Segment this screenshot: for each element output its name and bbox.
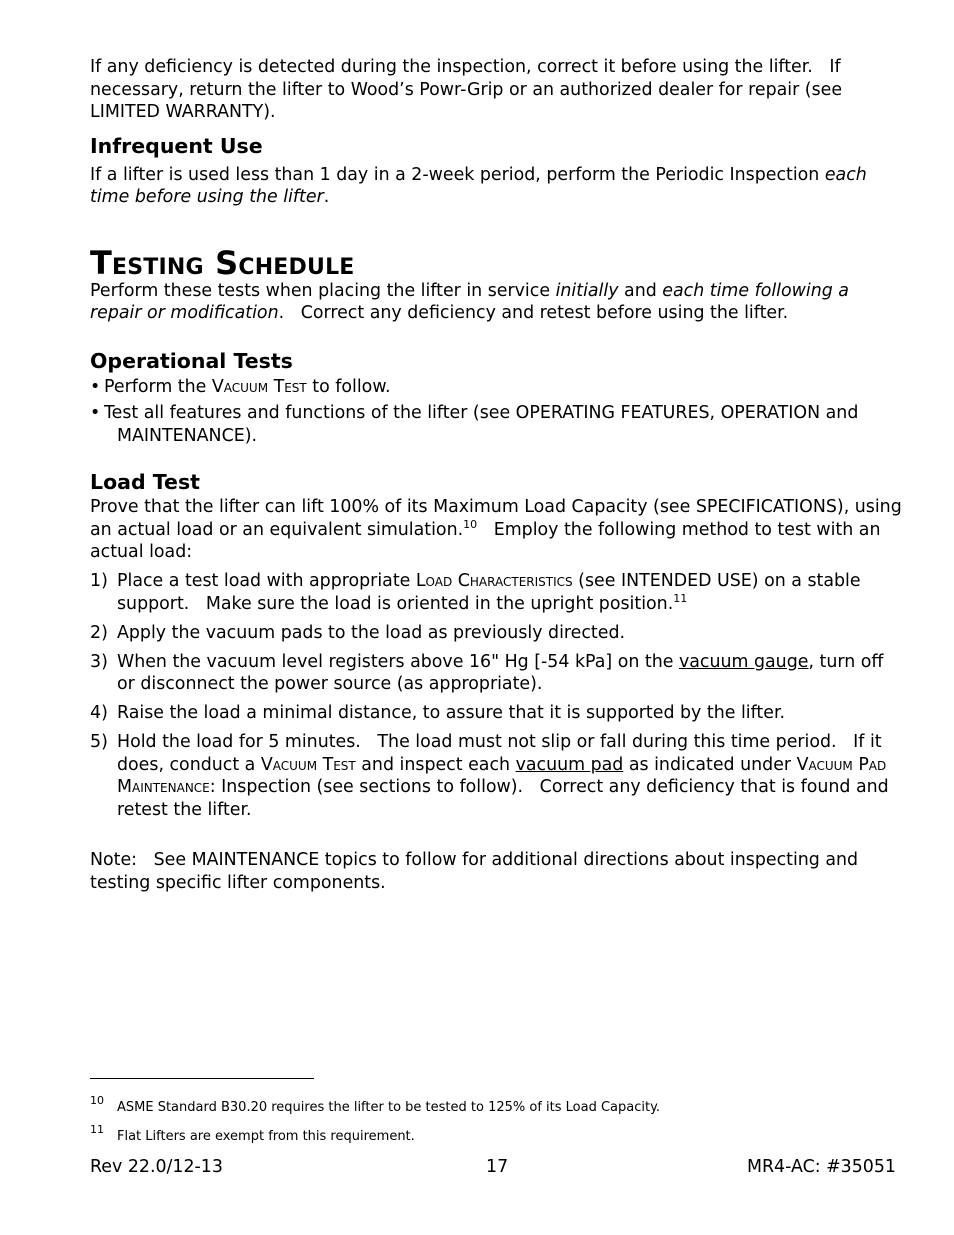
infrequent-use-heading: Infrequent Use [90, 133, 263, 158]
footnote-number: 11 [90, 1123, 104, 1136]
testing-schedule-paragraph [90, 280, 905, 325]
step-2-text: Apply the vacuum pads to the load as previously directed. [117, 622, 626, 643]
operational-tests-heading: Operational Tests [90, 348, 293, 373]
vacuum-pad-ref: vacuum pad [515, 754, 624, 775]
testing-schedule-emphasis-1: initially [555, 280, 619, 301]
operational-bullet-2 [90, 402, 905, 447]
step-3-text-b: , turn off or disconnect the power source (as appropriate). [117, 651, 884, 694]
step-5-text-d: : Inspection (see sections to follow). Correct any deficiency that is found and retest the lifter. [117, 777, 895, 820]
step-number: 2) [90, 622, 108, 643]
footnote-10 [90, 1094, 661, 1116]
footer-revision: Rev 22.0/12-13 [90, 1157, 223, 1177]
footnote-separator [90, 1078, 314, 1079]
operational-bullet-1 [90, 376, 905, 399]
page-number: 17 [486, 1157, 509, 1177]
footer-model: MR4-AC: #35051 [746, 1157, 896, 1177]
step-1-text [117, 571, 866, 614]
step-5-text-c: as indicated under [623, 754, 797, 775]
vacuum-test-ref: Vacuum Test [260, 754, 356, 775]
load-characteristics-ref: Load Characteristics [415, 571, 573, 591]
step-5-text-b: and inspect each [355, 754, 516, 775]
testing-schedule-text-3: . Correct any deficiency and retest before using the lifter. [278, 303, 789, 323]
step-3-text-a: When the vacuum level registers above 16" Hg [-54 kPa] on the [117, 651, 679, 672]
load-test-heading: Load Test [90, 470, 200, 494]
load-step-1 [90, 570, 905, 615]
load-step-2 [90, 622, 905, 645]
step-number: 3) [90, 651, 108, 672]
step-1-text-b: (see INTENDED USE) on a stable support. Make sure the load is oriented in the upright position. [117, 571, 867, 614]
footnote-text: Flat Lifters are exempt from this requirement. [117, 1129, 415, 1144]
testing-schedule-text-1: Perform these tests when placing the lifter in service [90, 280, 556, 301]
intro-paragraph: If any deficiency is detected during the inspection, correct it before using the lifter. If necessary, return the lifter to Wood’s Powr-Grip or an authorized dealer for repair (see LIMITED WARRANTY). [90, 57, 848, 122]
footnote-text: ASME Standard B30.20 requires the lifter to be tested to 125% of its Load Capacity. [117, 1100, 661, 1115]
step-number: 5) [90, 732, 108, 752]
load-step-3 [90, 651, 905, 696]
bullet-mark: • [90, 403, 101, 423]
footnote-ref-10: 10 [463, 517, 478, 531]
step-5-text [117, 732, 894, 820]
load-test-text-2: Employ the following method to test with an actual load: [90, 519, 886, 562]
operational-tests-section [90, 348, 905, 448]
page-body [90, 56, 908, 894]
infrequent-use-paragraph [90, 164, 905, 209]
vacuum-pad-maintenance-ref: Vacuum Pad Maintenance [117, 754, 892, 797]
testing-schedule-heading: Testing Schedule [90, 243, 355, 282]
testing-schedule-text-2: and [618, 280, 663, 301]
step-5-text-a: Hold the load for 5 minutes. The load must not slip or fall during this time period. If it does, conduct a [117, 732, 888, 775]
infrequent-use-section [90, 133, 905, 209]
load-step-5 [90, 731, 905, 821]
vacuum-test-ref: Vacuum Test [211, 376, 307, 397]
testing-schedule-section [90, 245, 905, 325]
vacuum-gauge-ref: vacuum gauge [678, 651, 809, 672]
footnote-number: 10 [90, 1094, 104, 1107]
load-test-section [90, 469, 908, 821]
bullet-mark: • [90, 376, 101, 397]
footnote-11 [90, 1123, 415, 1145]
step-number: 4) [90, 703, 108, 723]
load-test-text-1: Prove that the lifter can lift 100% of its Maximum Load Capacity (see SPECIFICATIONS), using an actual load or an equivalent simulation. [90, 497, 908, 540]
infrequent-use-text: If a lifter is used less than 1 day in a 2-week period, perform the Periodic Inspection [90, 164, 825, 185]
page-footer [90, 1156, 896, 1180]
bullet-2-text: Test all features and functions of the lifter (see OPERATING FEATURES, OPERATION and MAINTENANCE). [104, 403, 859, 446]
step-4-text: Raise the load a minimal distance, to assure that it is supported by the lifter. [117, 703, 786, 723]
testing-schedule-emphasis-2: each time following a repair or modification [90, 280, 855, 323]
step-1-text-a: Place a test load with appropriate [117, 571, 416, 591]
load-step-4 [90, 702, 905, 725]
footnote-ref-11: 11 [673, 591, 688, 605]
note-paragraph: Note: See MAINTENANCE topics to follow for additional directions about inspecting and testing specific lifter components. [90, 850, 864, 893]
load-test-paragraph [90, 496, 908, 564]
step-number: 1) [90, 571, 108, 591]
infrequent-use-emphasis: each time before using the lifter [90, 164, 867, 207]
step-3-text [117, 652, 883, 695]
bullet-1-text: Perform the [104, 376, 212, 397]
infrequent-use-period: . [323, 187, 330, 207]
bullet-1-tail: to follow. [306, 376, 391, 397]
